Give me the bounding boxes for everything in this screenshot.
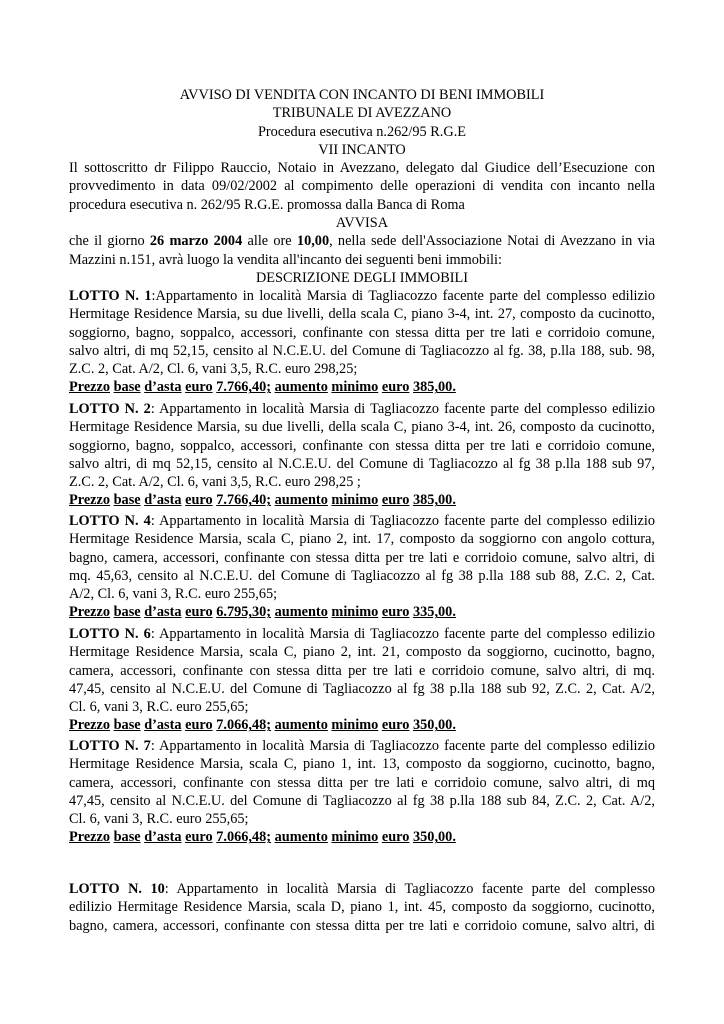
intro-paragraph <box>69 159 655 214</box>
price-word: aumento <box>274 829 328 846</box>
price-word: base <box>113 379 141 396</box>
price-word: euro <box>381 829 410 846</box>
avvisa-pre: che il giorno <box>69 233 150 250</box>
price-word: euro <box>381 379 410 396</box>
price-word: Prezzo <box>69 492 111 509</box>
lot-first-line <box>69 287 655 305</box>
lot-line: 47,45, censito al N.C.E.U. del Comune di Tagliacozzo al fg 38 p.lla 188 sub 92, Z.C. 2, Cat. A/2, <box>69 680 655 697</box>
price-word: 350,00. <box>413 829 456 846</box>
lot-line: Hermitage Residence Marsia, su due livelli, della scala C, piano 3-4, int. 26, composto da cucinotto, <box>69 419 655 436</box>
intro-line: Il sottoscritto dr Filippo Rauccio, Notaio in Avezzano, delegato dal Giudice dell’Esecuzione con <box>69 160 655 176</box>
lot-6 <box>69 625 655 735</box>
lot-label: LOTTO N. 1 <box>69 288 152 304</box>
price-word: euro <box>381 717 410 734</box>
price-word: base <box>113 829 141 846</box>
document-header <box>69 86 655 159</box>
price-word: minimo <box>331 829 379 846</box>
price-word: euro <box>185 379 213 396</box>
price-word: base <box>113 604 141 621</box>
lot-price <box>69 716 655 734</box>
notice-title: AVVISO DI VENDITA CON INCANTO DI BENI IMMOBILI <box>179 87 545 103</box>
lot-7 <box>69 737 655 847</box>
lot-line: Hermitage Residence Marsia, scala C, piano 2, int. 21, composto da soggiorno, cucinotto, bagno, <box>69 644 655 661</box>
section-heading: DESCRIZIONE DEGLI IMMOBILI <box>255 269 469 286</box>
price-word: euro <box>381 492 410 509</box>
price-word: base <box>113 717 141 734</box>
lot-line: Z.C. 2, Cat. A/2, Cl. 6, vani 3,5, R.C. euro 298,25; <box>69 361 358 378</box>
lot-line: A/2, Cl. 6, vani 3, R.C. euro 255,65; <box>69 586 278 603</box>
lot-line: bagno, camera, accessori, confinante con stessa ditta per tre lati e corridoio comune, salvo altri, di <box>69 549 655 566</box>
avvisa-heading: AVVISA <box>335 215 389 231</box>
lot-line: Hermitage Residence Marsia, su due livelli, della scala C, piano 3-4, int. 27, composto da cucinotto, <box>69 306 655 323</box>
lot-line: salvo altri, di mq 52,15, censito al N.C.E.U. del Comune di Tagliacozzo al fg 38 p.lla 188 sub 97, <box>69 455 655 472</box>
procedure-number: Procedura esecutiva n.262/95 R.G.E <box>257 123 467 140</box>
avvisa-line <box>69 232 655 250</box>
price-word: aumento <box>274 604 328 621</box>
lot-first-line <box>69 880 655 898</box>
price-word: aumento <box>274 717 328 734</box>
court-name: TRIBUNALE DI AVEZZANO <box>272 105 452 122</box>
price-word: 7.066,48; <box>216 829 272 846</box>
lot-first-line <box>69 737 655 755</box>
price-word: minimo <box>331 604 379 621</box>
price-word: aumento <box>274 492 328 509</box>
price-word: euro <box>185 492 213 509</box>
lot-line: Cl. 6, vani 3, R.C. euro 255,65; <box>69 699 249 716</box>
avvisa-post: , nella sede dell'Associazione Notai di Avezzano in via <box>329 233 655 250</box>
lot-label: LOTTO N. 7 <box>69 738 151 754</box>
auction-time: 10,00 <box>296 233 330 250</box>
lot-label: LOTTO N. 10 <box>69 881 165 897</box>
lot-1 <box>69 287 655 397</box>
lot-line: edilizio Hermitage Residence Marsia, scala D, piano 1, int. 45, composto da soggiorno, cucinotto, <box>69 899 655 916</box>
lot-line: Hermitage Residence Marsia, scala C, piano 2, int. 17, composto da soggiorno con angolo cottura, <box>69 531 655 548</box>
lot-line: Cl. 6, vani 3, R.C. euro 255,65; <box>69 811 249 828</box>
price-word: minimo <box>331 379 379 396</box>
lot-text: :Appartamento in località Marsia di Tagliacozzo facente parte del complesso edilizio <box>151 288 655 304</box>
lot-text: : Appartamento in località Marsia di Tagliacozzo facente parte del complesso <box>164 881 655 897</box>
price-word: 385,00. <box>413 379 456 396</box>
avvisa-section <box>69 214 655 287</box>
lot-label: LOTTO N. 2 <box>69 401 151 417</box>
lot-2 <box>69 400 655 510</box>
price-word: aumento <box>274 379 328 396</box>
lot-label: LOTTO N. 4 <box>69 513 151 529</box>
lot-text: : Appartamento in località Marsia di Tagliacozzo facente parte del complesso edilizio <box>150 626 655 642</box>
lot-line: Hermitage Residence Marsia, scala C, piano 1, int. 13, composto da soggiorno, cucinotto, bagno, <box>69 756 655 773</box>
price-word: euro <box>185 829 213 846</box>
price-word: 7.066,48; <box>216 717 272 734</box>
lot-text: : Appartamento in località Marsia di Tagliacozzo facente parte del complesso edilizio <box>150 401 655 417</box>
lot-line: soggiorno, bagno, soppalco, accessori, confinante con stessa ditta per tre lati e corridoio comune, <box>69 324 655 341</box>
price-word: Prezzo <box>69 829 111 846</box>
price-word: d’asta <box>144 604 182 621</box>
lot-line: bagno, camera, accessori, confinante con stessa ditta per tre lati e corridoio comune, salvo altri, di <box>69 917 655 934</box>
intro-line: procedura esecutiva n. 262/95 R.G.E. promossa dalla Banca di Roma <box>69 196 465 213</box>
intro-line: provvedimento in data 09/02/2002 al compimento delle operazioni di vendita con incanto nella <box>69 178 655 195</box>
lot-line: salvo altri, di mq 52,15, censito al N.C.E.U. del Comune di Tagliacozzo al fg. 38, p.lla 188, sub. 98, <box>69 342 655 359</box>
lot-line: camera, accessori, confinante con stessa ditta per tre lati e corridoio comune, salvo altri, di mq <box>69 774 655 791</box>
price-word: euro <box>381 604 410 621</box>
price-word: d’asta <box>144 492 182 509</box>
lot-4 <box>69 512 655 622</box>
price-word: minimo <box>331 492 379 509</box>
price-word: 335,00. <box>413 604 456 621</box>
lot-first-line <box>69 625 655 643</box>
price-word: minimo <box>331 717 379 734</box>
lot-first-line <box>69 512 655 530</box>
price-word: Prezzo <box>69 604 111 621</box>
lot-price <box>69 491 655 509</box>
lot-line: 47,45, censito al N.C.E.U. del Comune di Tagliacozzo al fg 38 p.lla 188 sub 84, Z.C. 2, Cat. A/2, <box>69 792 655 809</box>
price-word: d’asta <box>144 829 182 846</box>
avvisa-line: Mazzini n.151, avrà luogo la vendita all'incanto dei seguenti beni immobili: <box>69 251 502 268</box>
price-word: base <box>113 492 141 509</box>
lot-line: Z.C. 2, Cat. A/2, Cl. 6, vani 3,5, R.C. euro 298,25 ; <box>69 474 361 491</box>
lot-label: LOTTO N. 6 <box>69 626 151 642</box>
price-word: euro <box>185 717 213 734</box>
price-word: d’asta <box>144 379 182 396</box>
price-word: d’asta <box>144 717 182 734</box>
price-word: 7.766,40; <box>216 379 272 396</box>
lot-text: : Appartamento in località Marsia di Tagliacozzo facente parte del complesso edilizio <box>150 513 655 529</box>
price-word: 350,00. <box>413 717 456 734</box>
price-word: euro <box>185 604 213 621</box>
auction-date: 26 marzo 2004 <box>149 233 243 250</box>
price-word: 7.766,40; <box>216 492 272 509</box>
lot-10 <box>69 880 655 935</box>
price-word: 6.795,30; <box>216 604 272 621</box>
lot-text: : Appartamento in località Marsia di Tagliacozzo facente parte del complesso edilizio <box>150 738 655 754</box>
avvisa-mid: alle ore <box>242 233 297 250</box>
lot-first-line <box>69 400 655 418</box>
lot-line: mq. 45,63, censito al N.C.E.U. del Comune di Tagliacozzo al fg 38 p.lla 188 sub 88, Z.C. 2, Cat. <box>69 567 655 584</box>
price-word: Prezzo <box>69 717 111 734</box>
price-word: 385,00. <box>413 492 456 509</box>
price-word: Prezzo <box>69 379 111 396</box>
lot-line: soggiorno, bagno, soppalco, accessori, confinante con stessa ditta per tre lati e corridoio comune, <box>69 437 655 454</box>
lot-price <box>69 378 655 396</box>
lot-line: camera, accessori, confinante con stessa ditta per tre lati e corridoio comune, salvo altri, di mq. <box>69 662 655 679</box>
lot-price <box>69 828 655 846</box>
auction-round: VII INCANTO <box>318 141 406 158</box>
lot-price <box>69 603 655 621</box>
